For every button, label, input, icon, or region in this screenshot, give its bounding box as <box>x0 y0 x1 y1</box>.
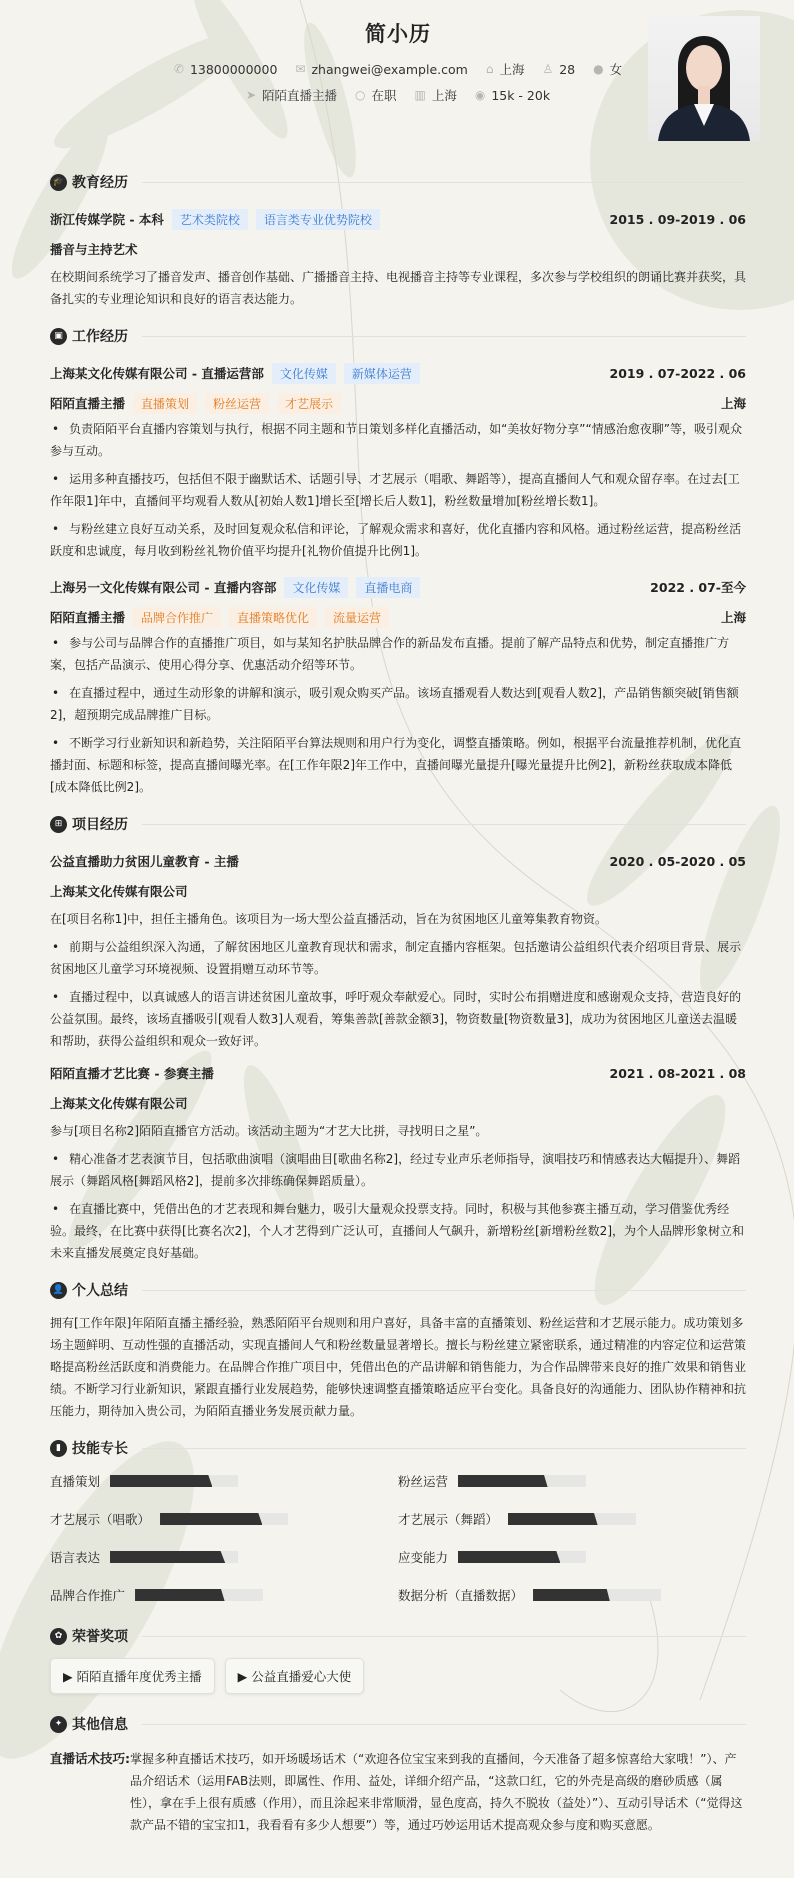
skill-bar <box>110 1475 238 1487</box>
skill-bar <box>110 1551 238 1563</box>
bullet: • 运用多种直播技巧，包括但不限于幽默话术、话题引导、才艺展示（唱歌、舞蹈等），提高直播间人气和观众留存率。在过去[工作年限1]年中，直播间平均观看人数从[初始人数1]增长至[增长后人数1]，粉丝数量增加[粉丝增长数1]。 <box>50 468 746 512</box>
email: zhangwei@example.com <box>311 61 468 77</box>
skill-bar <box>458 1551 586 1563</box>
section-title: 工作经历 <box>72 329 128 345</box>
skill-name: 才艺展示（舞蹈） <box>398 1512 499 1527</box>
skill-bar <box>533 1589 661 1601</box>
status-icon: ○ <box>355 88 366 102</box>
skill-bar <box>458 1475 586 1487</box>
info-icon: ✦ <box>50 1716 67 1733</box>
skill-bar-fill <box>160 1513 262 1525</box>
tag: 流量运营 <box>325 607 389 628</box>
profile-photo <box>648 16 760 141</box>
skill-name: 直播策划 <box>50 1474 101 1489</box>
gender-icon: ● <box>593 62 604 76</box>
section-title: 荣誉奖项 <box>72 1629 128 1645</box>
bullet: • 直播过程中，以真诚感人的语言讲述贫困儿童故事，呼吁观众奉献爱心。同时，实时公布捐赠进度和感谢观众支持，营造良好的公益氛围。最终，该场直播吸引[观看人数3]人观看，筹集善款[善款金额3]，物资数量[物资数量3]，成功为贫困地区儿童送去温暖和帮助，获得公益组织和观众一致好评。 <box>50 986 746 1052</box>
project-name: 陌陌直播才艺比赛 - 参赛主播 <box>50 1066 214 1081</box>
bullet: • 参与公司与品牌合作的直播推广项目，如与某知名护肤品牌合作的新品发布直播。提前了解产品特点和优势，制定直播推广方案，包括产品演示、使用心得分享、优惠活动介绍等环节。 <box>50 632 746 676</box>
date: 2020 . 05-2020 . 05 <box>609 853 746 869</box>
grid-icon: ⊞ <box>50 816 67 833</box>
location: 上海 <box>720 610 746 625</box>
tag: 艺术类院校 <box>172 209 248 230</box>
projects-section <box>50 812 746 1264</box>
date: 2019 . 07-2022 . 06 <box>609 365 746 381</box>
honors-section <box>50 1624 746 1694</box>
candidate-name: 简小历 <box>365 22 431 46</box>
skill-item <box>50 1510 398 1528</box>
section-title: 技能专长 <box>72 1441 128 1457</box>
building-icon: ▥ <box>414 88 426 102</box>
divider <box>142 1290 746 1291</box>
bullet: • 在直播比赛中，凭借出色的才艺表现和舞台魅力，吸引大量观众投票支持。同时，积极与其他参赛主播互动，学习借鉴优秀经验。最终，在比赛中获得[比赛名次2]，个人才艺得到广泛认可，直播间人气飙升，新增粉丝[新增粉丝数2]，为个人品牌形象树立和未来直播发展奠定良好基础。 <box>50 1198 746 1264</box>
tag: 才艺展示 <box>277 393 341 414</box>
project-company: 上海某文化传媒有限公司 <box>50 1096 188 1111</box>
school: 浙江传媒学院 - 本科 <box>50 212 164 227</box>
skill-name: 才艺展示（唱歌） <box>50 1512 151 1527</box>
divider <box>142 1724 746 1725</box>
bar-chart-icon: ▮ <box>50 1440 67 1457</box>
city: 上海 <box>499 62 525 77</box>
divider <box>142 182 746 183</box>
role: 陌陌直播主播 <box>50 610 126 625</box>
user-icon: 👤 <box>50 1282 67 1299</box>
skill-name: 语言表达 <box>50 1550 101 1565</box>
tag: 语言类专业优势院校 <box>256 209 380 230</box>
mail-icon: ✉ <box>295 62 306 76</box>
work-city: 上海 <box>431 88 457 103</box>
tag: 粉丝运营 <box>205 393 269 414</box>
job-intent-row <box>50 86 746 104</box>
skill-bar-fill <box>110 1475 212 1487</box>
honor-badge: ▶ 陌陌直播年度优秀主播 <box>50 1658 215 1694</box>
skill-item <box>50 1548 398 1566</box>
major: 播音与主持艺术 <box>50 242 138 257</box>
work-item <box>50 358 746 562</box>
award-icon: ✿ <box>50 1628 67 1645</box>
skill-bar-fill <box>533 1589 610 1601</box>
phone-icon: ✆ <box>173 62 184 76</box>
project-name: 公益直播助力贫困儿童教育 - 主播 <box>50 854 239 869</box>
briefcase-icon: ▣ <box>50 328 67 345</box>
resume-header <box>50 0 746 170</box>
skill-bar-fill <box>110 1551 225 1563</box>
skill-item <box>398 1548 746 1566</box>
bullet: • 与粉丝建立良好互动关系，及时回复观众私信和评论，了解观众需求和喜好，优化直播内容和风格。通过粉丝运营，提高粉丝活跃度和忠诚度，每月收到粉丝礼物价值平均提升[礼物价值提升比例1]。 <box>50 518 746 562</box>
company: 上海另一文化传媒有限公司 - 直播内容部 <box>50 580 277 595</box>
bullet: • 精心准备才艺表演节目，包括歌曲演唱（演唱曲目[歌曲名称2]，经过专业声乐老师指导，演唱技巧和情感表达大幅提升）、舞蹈展示（舞蹈风格[舞蹈风格2]，提前多次排练确保舞蹈质量）。 <box>50 1148 746 1192</box>
summary-text: 拥有[工作年限]年陌陌直播主播经验，熟悉陌陌平台规则和用户喜好，具备丰富的直播策划、粉丝运营和才艺展示能力。成功策划多场主题鲜明、互动性强的直播活动，实现直播间人气和粉丝数量显著增长。擅长与粉丝建立紧密联系，通过精准的内容定位和运营策略提高粉丝活跃度和消费能力。在品牌合作推广项目中，凭借出色的产品讲解和销售能力，为合作品牌带来良好的推广效果和销售业绩。不断学习行业新知识，紧跟直播行业发展趋势，能够快速调整直播策略适应平台变化。具备良好的沟通能力、团队协作精神和抗压能力，期待加入贵公司，为陌陌直播业务发展贡献力量。 <box>50 1316 747 1418</box>
send-icon: ➤ <box>245 88 256 102</box>
skill-item <box>50 1472 398 1490</box>
age: 28 <box>559 61 576 77</box>
tag: 直播策略优化 <box>229 607 317 628</box>
company: 上海某文化传媒有限公司 - 直播运营部 <box>50 366 264 381</box>
tag: 品牌合作推广 <box>133 607 221 628</box>
home-icon: ⌂ <box>485 62 494 76</box>
tag: 直播策划 <box>133 393 197 414</box>
date: 2022 . 07-至今 <box>650 580 746 595</box>
location: 上海 <box>720 396 746 411</box>
skill-bar-fill <box>458 1475 548 1487</box>
skill-bar-fill <box>458 1551 560 1563</box>
section-title: 个人总结 <box>72 1283 128 1299</box>
other-section <box>50 1712 746 1836</box>
skill-bar <box>160 1513 288 1525</box>
skill-item <box>398 1586 746 1604</box>
divider <box>142 824 746 825</box>
skill-name: 品牌合作推广 <box>50 1588 126 1603</box>
tag: 直播电商 <box>356 577 420 598</box>
date: 2021 . 08-2021 . 08 <box>609 1065 746 1081</box>
skill-name: 数据分析（直播数据） <box>398 1588 524 1603</box>
honor-badge: ▶ 公益直播爱心大使 <box>225 1658 365 1694</box>
description: 在[项目名称1]中，担任主播角色。该项目为一场大型公益直播活动，旨在为贫困地区儿童筹集教育物资。 <box>50 912 608 926</box>
summary-section <box>50 1278 746 1422</box>
skill-item <box>398 1472 746 1490</box>
honor-label: 陌陌直播年度优秀主播 <box>76 1669 202 1684</box>
education-section <box>50 170 746 310</box>
bullet: • 在直播过程中，通过生动形象的讲解和演示，吸引观众购买产品。该场直播观看人数达到[观看人数2]，产品销售额突破[销售额2]，超预期完成品牌推广目标。 <box>50 682 746 726</box>
skill-name: 应变能力 <box>398 1550 449 1565</box>
description: 在校期间系统学习了播音发声、播音创作基础、广播播音主持、电视播音主持等专业课程，多次参与学校组织的朗诵比赛并获奖，具备扎实的专业理论知识和良好的语言表达能力。 <box>50 270 747 306</box>
project-company: 上海某文化传媒有限公司 <box>50 884 188 899</box>
skills-grid <box>50 1472 746 1604</box>
work-section <box>50 324 746 798</box>
phone: 13800000000 <box>189 61 278 77</box>
gender: 女 <box>609 62 623 77</box>
tag: 文化传媒 <box>272 363 336 384</box>
skill-item <box>50 1586 398 1604</box>
divider <box>142 1448 746 1449</box>
project-item <box>50 1058 746 1264</box>
section-title: 项目经历 <box>72 817 128 833</box>
skill-bar <box>508 1513 636 1525</box>
divider <box>142 1636 746 1637</box>
section-title: 其他信息 <box>72 1717 128 1733</box>
status: 在职 <box>371 88 397 103</box>
project-item <box>50 846 746 1052</box>
role: 陌陌直播主播 <box>50 396 126 411</box>
section-title: 教育经历 <box>72 175 128 191</box>
other-key: 直播话术技巧: <box>50 1751 130 1766</box>
description: 参与[项目名称2]陌陌直播官方活动。该活动主题为“才艺大比拼，寻找明日之星”。 <box>50 1124 488 1138</box>
graduation-cap-icon: 🎓 <box>50 174 67 191</box>
skill-bar <box>135 1589 263 1601</box>
bullet: • 负责陌陌平台直播内容策划与执行，根据不同主题和节日策划多样化直播活动，如“美妆好物分享”“情感治愈夜聊”等，吸引观众参与互动。 <box>50 418 746 462</box>
position: 陌陌直播主播 <box>262 88 338 103</box>
tag: 文化传媒 <box>284 577 348 598</box>
contact-row <box>50 60 746 78</box>
skill-bar-fill <box>135 1589 225 1601</box>
skill-name: 粉丝运营 <box>398 1474 449 1489</box>
honor-label: 公益直播爱心大使 <box>251 1669 352 1684</box>
skill-bar-fill <box>508 1513 598 1525</box>
skill-item <box>398 1510 746 1528</box>
age-icon: ♙ <box>542 62 554 76</box>
other-value: 掌握多种直播话术技巧，如开场暖场话术（“欢迎各位宝宝来到我的直播间，今天准备了超多惊喜给大家哦！”）、产品介绍话术（运用FAB法则，即属性、作用、益处，详细介绍产品，“这款口红，它的外壳是高级的磨砂质感（属性），拿在手上很有质感（作用），而且涂起来非常顺滑，显色度高，持久不脱妆（益处）”）、互动引导话术（“觉得这款产品不错的宝宝扣1，我看看有多少人想要”）等，通过巧妙运用话术提高观众参与度和购买意愿。 <box>130 1752 743 1832</box>
date: 2015 . 09-2019 . 06 <box>609 211 746 227</box>
tag: 新媒体运营 <box>344 363 420 384</box>
work-item <box>50 572 746 798</box>
money-icon: ◉ <box>474 88 486 102</box>
skills-section <box>50 1436 746 1604</box>
bullet: • 不断学习行业新知识和新趋势，关注陌陌平台算法规则和用户行为变化，调整直播策略。例如，根据平台流量推荐机制，优化直播封面、标题和标签，提高直播间曝光率。在[工作年限2]年工作中，直播间曝光量提升[曝光量提升比例2]，新粉丝获取成本降低[成本降低比例2]。 <box>50 732 746 798</box>
bullet: • 前期与公益组织深入沟通，了解贫困地区儿童教育现状和需求，制定直播内容框架。包括邀请公益组织代表介绍项目背景、展示贫困地区儿童学习环境视频、设置捐赠互动环节等。 <box>50 936 746 980</box>
divider <box>142 336 746 337</box>
salary: 15k - 20k <box>491 87 551 103</box>
